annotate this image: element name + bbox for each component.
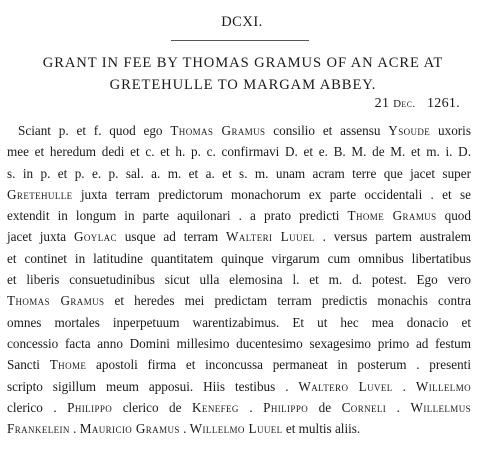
proper-name: Thome Gramus	[347, 208, 437, 224]
text-line	[7, 163, 471, 184]
text-segment: .	[238, 399, 264, 415]
proper-name: Philippo	[263, 399, 309, 415]
text-segment: clerico de	[112, 399, 192, 415]
text-segment: jacet juxta	[7, 229, 74, 245]
date-month: Dec.	[393, 98, 416, 110]
text-segment: . versus partem australem	[314, 229, 472, 245]
text-segment: concessio facta anno Domini millesimo ducentesimo sexagesimo primo ad festum	[7, 335, 471, 351]
proper-name: Willelmus	[410, 399, 472, 415]
text-segment: Sancti	[7, 357, 50, 373]
text-line	[7, 354, 471, 375]
text-segment: scripto sigillum meum apposui. Hiis testibus .	[7, 378, 299, 394]
text-segment: usque ad terram	[116, 229, 226, 245]
text-segment: quod	[436, 208, 471, 224]
date-year: 1261.	[427, 96, 460, 111]
proper-name: Walteri Luuel	[225, 229, 315, 245]
text-segment: et heredes mei predictam terram predictis monachis contra	[104, 293, 471, 309]
text-segment: uxoris	[430, 123, 471, 138]
proper-name: Thome	[49, 357, 87, 373]
proper-name: Thomas Gramus	[7, 293, 105, 309]
text-segment: et continet in latitudine quantitatem quinque virgarum cum omnibus libertatibus	[7, 250, 471, 266]
text-line	[7, 397, 471, 418]
proper-name: Frankelein	[7, 421, 70, 437]
title-line-1: GRANT IN FEE BY THOMAS GRAMUS OF AN ACRE AT	[42, 55, 444, 71]
text-line	[7, 376, 471, 397]
text-segment: extendit in longum in parte aquilonari . a prato predicti	[7, 208, 348, 224]
text-segment: .	[392, 378, 416, 394]
text-line	[7, 205, 471, 226]
text-segment: consilio et assensu	[265, 123, 389, 138]
text-segment: juxta terram predictorum monachorum ex parte occidentali . et se	[72, 186, 471, 202]
text-line	[7, 141, 471, 162]
text-line	[7, 120, 471, 141]
text-line	[7, 248, 471, 269]
proper-name: Philippo	[67, 399, 113, 415]
text-line	[7, 333, 471, 354]
text-segment: mee et heredum dedi et c. et h. p. c. confirmavi D. et e. B. M. de M. et m. i. D.	[7, 144, 471, 160]
proper-name: Willelmo	[415, 378, 471, 394]
header-divider	[171, 40, 309, 41]
text-line	[7, 184, 471, 205]
proper-name: Kenefeg	[192, 399, 239, 415]
text-segment: apostoli firma et inconcussa permaneat in posterum . presenti	[86, 357, 471, 373]
text-segment: .	[69, 421, 80, 437]
text-segment: et multis aliis.	[282, 421, 361, 437]
proper-name: Gretehulle	[7, 186, 73, 202]
title-line-2: GRETEHULLE TO MARGAM ABBEY.	[109, 77, 377, 93]
text-segment: clerico .	[7, 399, 68, 415]
proper-name: Willelmo Luuel	[189, 421, 283, 437]
text-line	[7, 269, 471, 290]
proper-name: Waltero Luvel	[298, 378, 393, 394]
proper-name: Corneli	[341, 399, 387, 415]
text-segment: .	[386, 399, 411, 415]
text-segment: Sciant p. et f. quod ego	[18, 123, 171, 138]
proper-name: Mauricio Gramus	[79, 421, 180, 437]
text-segment: et liberis consuetudinibus sicut ulla elemosina l. et m. d. potest. Ego vero	[7, 272, 471, 288]
proper-name: Goylac	[73, 229, 117, 245]
proper-name: Thomas Gramus	[170, 123, 266, 138]
charter-text	[7, 120, 471, 439]
document-number: DCXI.	[221, 14, 263, 30]
text-segment: .	[179, 421, 190, 437]
text-segment: omnes mortales inperpetuum warentizabimus. Et ut hec mea donacio et	[7, 314, 471, 330]
text-segment: de	[308, 399, 342, 415]
date-day: 21	[374, 96, 390, 111]
text-line	[7, 312, 471, 333]
text-line	[7, 290, 471, 311]
text-line	[7, 418, 471, 439]
document-title	[8, 52, 478, 96]
text-line	[7, 226, 471, 247]
proper-name: Ysoude	[388, 123, 431, 138]
text-segment: s. in p. et p. e. p. sal. a. m. et a. et s. m. unam acram terre que jacet super	[7, 165, 471, 181]
document-date	[375, 96, 460, 112]
